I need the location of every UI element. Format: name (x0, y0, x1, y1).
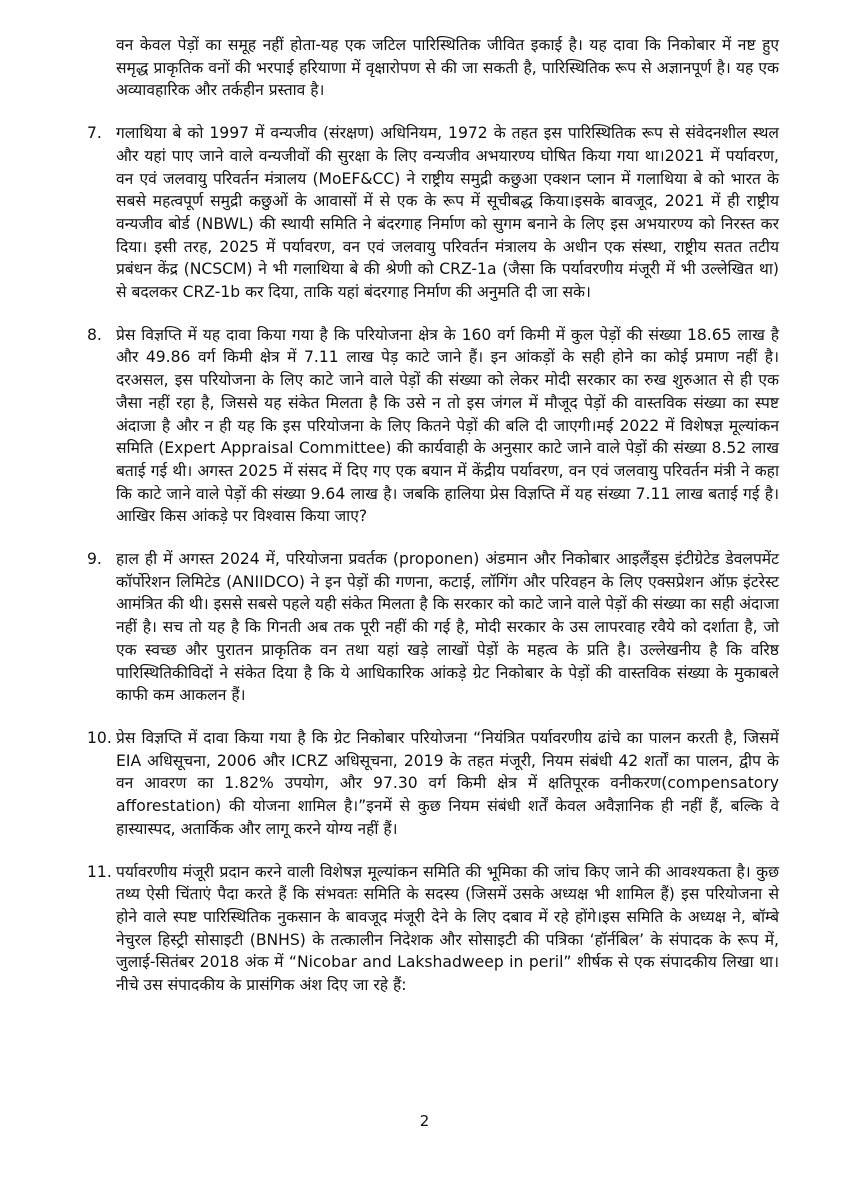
item-text: प्रेस विज्ञप्ति में दावा किया गया है कि ग्रेट निकोबार परियोजना “नियंत्रित पर्यावरणीय ढांचे का पालन करती है, जिसमें EIA अधिसूचना, 2006 और ICRZ अधिसूचना, 2019 के तहत मंजूरी, नियम संबंधी 42 शर्तों का पालन, द्वीप के वन आवरण का 1.82% उपयोग, और 97.30 वर्ग किमी क्षेत्र में क्षतिपूरक वनीकरण(compensatory afforestation) की योजना शामिल है।”इनमें से कुछ नियम संबंधी शर्तें केवल अवैज्ञानिक ही नहीं हैं, बल्कि वे हास्यास्पद, अतार्किक और लागू करने योग्य नहीं हैं। (116, 728, 779, 838)
list-item (87, 324, 779, 528)
item-text: हाल ही में अगस्त 2024 में, परियोजना प्रवर्तक (proponen) अंडमान और निकोबार आइलैंड्स इंटीग्रेटेड डेवलपमेंट कॉर्पोरेशन लिमिटेड (ANIIDCO) ने इन पेड़ों की गणना, कटाई, लॉगिंग और परिवहन के लिए एक्सप्रेशन ऑफ़ इंटरेस्ट आमंत्रित की थी। इससे सबसे पहले यही संकेत मिलता है कि सरकार को काटे जाने वाले पेड़ों की संख्या का सही अंदाजा नहीं है। सच तो यह है कि गिनती अब तक पूरी नहीं की गई है, मोदी सरकार के उस लापरवाह रवैये को दर्शाता है, जो एक स्वच्छ और पुरातन प्राकृतिक वन तथा यहां खड़े लाखों पेड़ों के महत्व के प्रति है। उल्लेखनीय है कि वरिष्ठ पारिस्थितिकीविदों ने संकेत दिया है कि ये आधिकारिक आंकड़े ग्रेट निकोबार के पेड़ों की वास्तविक संख्या के मुकाबले काफी कम आकलन हैं। (116, 550, 779, 705)
list-item (87, 548, 779, 707)
item-number: 9. (87, 550, 102, 569)
item-number: 11. (87, 862, 112, 881)
item-text: गलाथिया बे को 1997 में वन्यजीव (संरक्षण) अधिनियम, 1972 के तहत इस पारिस्थितिक रूप से संवेदनशील स्थल और यहां पाए जाने वाले वन्यजीवों की सुरक्षा के लिए वन्यजीव अभयारण्य घोषित किया गया था।2021 में पर्यावरण, वन एवं जलवायु परिवर्तन मंत्रालय (MoEF&CC) ने राष्ट्रीय समुद्री कछुआ एक्शन प्लान में गलाथिया बे को भारत के सबसे महत्वपूर्ण समुद्री कछुओं के आवासों में से एक के रूप में सूचीबद्ध किया।इसके बावजूद, 2021 में ही राष्ट्रीय वन्यजीव बोर्ड (NBWL) की स्थायी समिति ने बंदरगाह निर्माण को सुगम बनाने के लिए इस अभयारण्य को निरस्त कर दिया। इसी तरह, 2025 में पर्यावरण, वन एवं जलवायु परिवर्तन मंत्रालय के अधीन एक संस्था, राष्ट्रीय सतत तटीय प्रबंधन केंद्र (NCSCM) ने भी गलाथिया बे की श्रेणी को CRZ-1a (जैसा कि पर्यावरणीय मंजूरी में भी उल्लेखित था) से बदलकर CRZ-1b कर दिया, ताकि यहां बंदरगाह निर्माण की अनुमति दी जा सके। (116, 124, 779, 302)
item-number: 7. (87, 124, 102, 143)
list-item (87, 727, 779, 841)
intro-paragraph: वन केवल पेड़ों का समूह नहीं होता-यह एक जटिल पारिस्थितिक जीवित इकाई है। यह दावा कि निकोबार में नष्ट हुए समृद्ध प्राकृतिक वनों की भरपाई हरियाणा में वृक्षारोपण से की जा सकती है, पारिस्थितिक रूप से अज्ञानपूर्ण है। यह एक अव्यावहारिक और तर्कहीन प्रस्ताव है। (116, 36, 779, 100)
list-item (87, 861, 779, 997)
page-number: 2 (419, 1112, 430, 1130)
list-item (87, 122, 779, 304)
item-text: पर्यावरणीय मंजूरी प्रदान करने वाली विशेषज्ञ मूल्यांकन समिति की भूमिका की जांच किए जाने की आवश्यकता है। कुछ तथ्य ऐसी चिंताएं पैदा करते हैं कि संभवतः समिति के सदस्य (जिसमें उसके अध्यक्ष भी शामिल हैं) इस परियोजना से होने वाले स्पष्ट पारिस्थितिक नुकसान के बावजूद मंजूरी देने के लिए दबाव में रहे होंगे।इस समिति के अध्यक्ष ने, बॉम्बे नेचुरल हिस्ट्री सोसाइटी (BNHS) के तत्कालीन निदेशक और सोसाइटी की पत्रिका ‘हॉर्नबिल’ के संपादक के रूप में, जुलाई-सितंबर 2018 अंक में “Nicobar and Lakshadweep in peril” शीर्षक से एक संपादकीय लिखा था। नीचे उस संपादकीय के प्रासंगिक अंश दिए जा रहे हैं: (116, 862, 779, 995)
item-text: प्रेस विज्ञप्ति में यह दावा किया गया है कि परियोजना क्षेत्र के 160 वर्ग किमी में कुल पेड़ों की संख्या 18.65 लाख है और 49.86 वर्ग किमी क्षेत्र में 7.11 लाख पेड़ काटे जाने हैं। इन आंकड़ों के सही होने का कोई प्रमाण नहीं है। दरअसल, इस परियोजना के लिए काटे जाने वाले पेड़ों की संख्या को लेकर मोदी सरकार का रुख शुरुआत से ही एक जैसा नहीं रहा है, जिससे यह संकेत मिलता है कि उसे न तो इस जंगल में मौजूद पेड़ों की वास्तविक संख्या का स्पष्ट अंदाजा है और न ही यह कि इस परियोजना के लिए कितने पेड़ों की बलि दी जाएगी।मई 2022 में विशेषज्ञ मूल्यांकन समिति (Expert Appraisal Committee) की कार्यवाही के अनुसार काटे जाने वाले पेड़ों की संख्या 8.52 लाख बताई गई थी। अगस्त 2025 में संसद में दिए गए एक बयान में केंद्रीय पर्यावरण, वन एवं जलवायु परिवर्तन मंत्री ने कहा कि काटे जाने वाले पेड़ों की संख्या 9.64 लाख है। जबकि हालिया प्रेस विज्ञप्ति में यह संख्या 7.11 लाख बताई गई है। आखिर किस आंकड़े पर विश्वास किया जाए? (116, 325, 779, 526)
numbered-list (87, 122, 779, 997)
item-number: 10. (87, 728, 112, 747)
item-number: 8. (87, 325, 102, 344)
